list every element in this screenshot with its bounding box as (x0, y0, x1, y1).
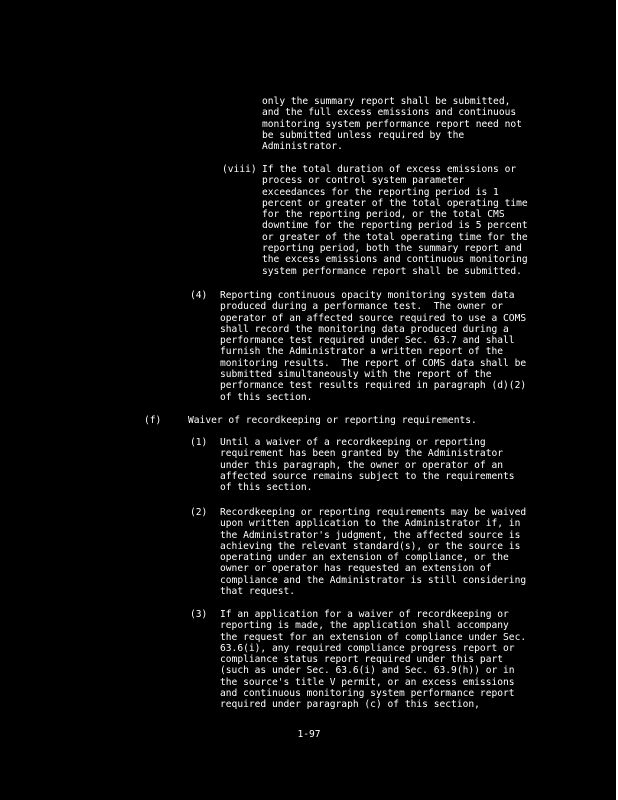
continuation-paragraph: only the summary report shall be submitted, and the full excess emissions and continuous monitoring system performance report need not be submitted unless required by the Administrator. (262, 96, 522, 153)
item-f2-text: Recordkeeping or reporting requirements may be waived upon written application to the Administrator if, in the Administrator's judgment, the affected source is achieving the relevant standard(s), or the source is operating under an extension of compliance, or the owner or operator has requested an extension of compliance and the Administrator is still considering that request. (220, 507, 527, 598)
item-viii-text: If the total duration of excess emissions or process or control system parameter exceedances for the reporting period is 1 percent or greater of the total operating time for the reporting period, or the total CMS downtime for the reporting period is 5 percent or greater of the total operating time for the reporting period, both the summary report and the excess emissions and continuous monitoring system performance report shall be submitted. (262, 164, 528, 277)
section-f-label: (f) (144, 415, 162, 426)
item-viii-label: (viii) (222, 164, 257, 175)
item-f3-text: If an application for a waiver of recordkeeping or reporting is made, the application shall accompany the request for an extension of compliance under Sec. 63.6(i), any required compliance progress report or compliance status report required under this part (such as under Sec. 63.6(i) and Sec. 63.9(h)) or in the source's title V permit, or an excess emissions and continuous monitoring system performance report required under paragraph (c) of this section, (220, 609, 527, 711)
page-number: 1-97 (297, 729, 321, 740)
item-f1-text: Until a waiver of a recordkeeping or reporting requirement has been granted by the Administrator under this paragraph, the owner or operator of an affected source remains subject to the requirements of this section. (220, 437, 515, 494)
item-4-text: Reporting continuous opacity monitoring system data produced during a performance test. The owner or operator of an affected source required to use a COMS shall record the monitoring data produced during a performance test required under Sec. 63.7 and shall furnish the Administrator a written report of the monitoring results. The report of COMS data shall be submitted simultaneously with the report of the performance test results required in paragraph (d)(2) of this section. (220, 290, 527, 403)
item-f2-label: (2) (190, 507, 208, 518)
item-4-label: (4) (190, 290, 208, 301)
item-f1-label: (1) (190, 437, 208, 448)
item-f3-label: (3) (190, 609, 208, 620)
section-f-heading: Waiver of recordkeeping or reporting requirements. (188, 415, 477, 426)
